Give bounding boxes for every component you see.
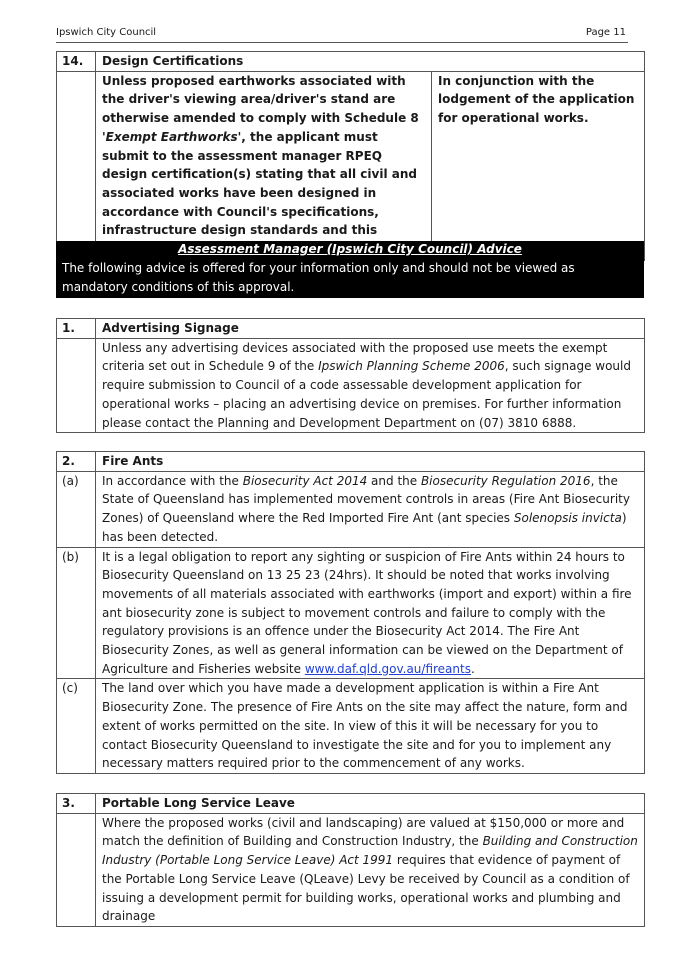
advice-2-title-row — [57, 452, 645, 472]
fireants-website-link[interactable]: www.daf.qld.gov.au/fireants — [304, 661, 471, 676]
empty-cell — [57, 338, 96, 433]
page-header — [56, 27, 628, 43]
item-label: (b) — [57, 547, 96, 679]
item-label: (a) — [57, 471, 96, 547]
advice-1-body-row — [57, 338, 645, 433]
advice-number: 3. — [57, 794, 96, 814]
advice-text — [96, 813, 645, 926]
text-run: . — [470, 661, 475, 676]
advice-banner — [56, 241, 644, 298]
council-name: Ipswich City Council — [56, 27, 157, 38]
condition-title: Design Certifications — [96, 52, 645, 72]
advice-3-table — [56, 793, 645, 927]
text-run: Where the proposed works (civil and landscaping) are valued at $150,000 or more and match the definition of Building and Construction Industry, the — [102, 815, 625, 849]
text-run: and the — [367, 473, 421, 488]
advice-3-body-row — [57, 813, 645, 926]
advice-1-table — [56, 318, 645, 433]
text-run: Unless any advertising devices associated with the proposed use meets the exempt criteria set out in Schedule 9 of the — [102, 340, 608, 374]
emphasis-text: Ipswich Planning Scheme 2006 — [318, 359, 505, 374]
advice-number: 1. — [57, 319, 96, 339]
text-run: , the State of Queensland has implemented movement controls in areas (Fire Ant Biosecurity Zones) of Queensland where the Red Imported Fire Ant (ant species — [102, 473, 630, 526]
item-text — [96, 547, 645, 679]
advice-banner-title: Assessment Manager (Ipswich City Council) Advice — [178, 242, 522, 256]
item-text: The land over which you have made a development application is within a Fire Ant Biosecurity Zone. The presence of Fire Ants on the site may affect the nature, form and extent of works permitted on the site. In view of this it will be necessary for you to contact Biosecurity Queensland to investigate the site and for you to implement any necessary matters required prior to the commencement of any works. — [96, 679, 645, 774]
emphasis-text: Solenopsis invicta — [513, 511, 622, 526]
advice-number: 2. — [57, 452, 96, 472]
text-run: requires that evidence of payment of the Portable Long Service Leave (QLeave) Levy be received by Council as a condition of issuing a development permit for building works, operational works and plumbing and drainage — [102, 853, 630, 924]
advice-title: Advertising Signage — [96, 319, 645, 339]
condition-14-title-row — [57, 52, 645, 72]
text-run: , the applicant must submit to the assessment manager RPEQ design certification(s) stating that all civil and associated works have been designed in accordance with Council's specifications, infrastructure design standards and this — [102, 129, 417, 238]
condition-14-body-row — [57, 71, 645, 260]
text-run: Unless proposed earthworks associated with the driver's viewing area/driver's stand are otherwise amended to comply with Schedule 8 — [102, 73, 419, 126]
item-label: (c) — [57, 679, 96, 774]
advice-2b-row — [57, 547, 645, 679]
advice-2c-row — [57, 679, 645, 774]
advice-3-title-row — [57, 794, 645, 814]
text-run: , such signage would require submission to Council of a code assessable development application for operational works – placing an advertising device on premises. For further information please contact the Planning and Development Department on (07) 3810 6888. — [102, 359, 631, 430]
emphasis-text: 'Exempt Earthworks' — [102, 129, 242, 144]
text-run: It is a legal obligation to report any sighting or suspicion of Fire Ants within 24 hours to Biosecurity Queensland on 13 25 23 (24hrs). It should be noted that works involving movements of all materials associated with earthworks (import and export) within a fire ant biosecurity zone is subject to movement controls and failure to comply with the regulatory provisions is an offence under the Biosecurity Act 2014. The Fire Ant Biosecurity Zones, as well as general information can be viewed on the Department of Agriculture and Fisheries website — [102, 549, 632, 676]
emphasis-text: Building and Construction Industry (Portable Long Service Leave) Act 1991 — [102, 834, 638, 868]
item-text — [96, 471, 645, 547]
condition-text — [96, 71, 432, 260]
advice-2-table — [56, 451, 645, 774]
emphasis-text: Biosecurity Regulation 2016 — [420, 473, 591, 488]
advice-title: Fire Ants — [96, 452, 645, 472]
empty-cell — [57, 71, 96, 260]
condition-14-table — [56, 51, 645, 261]
condition-number: 14. — [57, 52, 96, 72]
advice-banner-body: The following advice is offered for your information only and should not be viewed as mandatory conditions of this approval. — [62, 261, 575, 294]
advice-text — [96, 338, 645, 433]
advice-2a-row — [57, 471, 645, 547]
emphasis-text: Biosecurity Act 2014 — [242, 473, 368, 488]
condition-timing: In conjunction with the lodgement of the application for operational works. — [432, 71, 645, 260]
empty-cell — [57, 813, 96, 926]
page-number: Page 11 — [585, 27, 626, 38]
text-run: In accordance with the — [102, 473, 243, 488]
text-run: ) has been detected. — [102, 511, 627, 544]
advice-title: Portable Long Service Leave — [96, 794, 645, 814]
advice-1-title-row — [57, 319, 645, 339]
